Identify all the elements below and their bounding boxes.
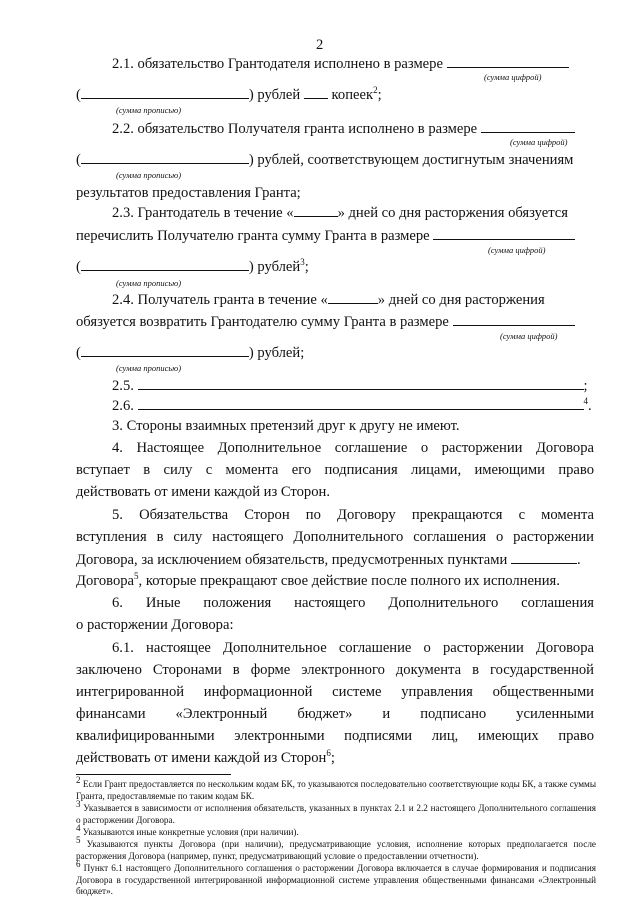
clause-6-line2: о расторжении Договора: <box>76 617 234 633</box>
free-text-blank <box>138 377 584 390</box>
clause-2-6 <box>112 397 592 415</box>
clause-2-4 <box>112 291 545 309</box>
footnote-text: Пункт 6.1 настоящего Дополнительного соглашения о расторжении Договора включается в случае формирования и подписания Договора в государственной интегрированной информационной системе управления общественными финансами «Электронный бюджет». <box>76 863 596 896</box>
clause-2-5-label: 2.5. <box>112 378 134 394</box>
clause-2-5 <box>112 377 588 395</box>
caption-sum-digits: (сумма цифрой) <box>510 137 568 147</box>
clause-4-line1: 4. Настоящее Дополнительное соглашение о расторжении Договора <box>112 440 594 456</box>
footnote-number: 5 <box>76 834 81 845</box>
footnote-ref-5: 5 <box>134 571 139 582</box>
clause-2-3-text-a: 2.3. Грантодатель в течение « <box>112 205 294 221</box>
clause-2-2-line3: результатов предоставления Гранта; <box>76 185 301 201</box>
footnote-2 <box>76 774 597 802</box>
clause-5-line4-text-a: Договора <box>76 573 135 589</box>
rubles-label: ) рублей <box>248 87 301 103</box>
clause-2-2-line2 <box>76 151 573 169</box>
kopeks-blank <box>304 86 328 99</box>
sum-digits-blank <box>453 313 575 326</box>
paren-open: ( <box>76 259 81 275</box>
clause-5-line3-text: Договора, за исключением обязательств, предусмотренных пунктами <box>76 552 508 568</box>
points-blank <box>511 551 577 564</box>
footnote-number: 4 <box>76 822 81 833</box>
sum-words-blank <box>81 258 249 271</box>
clause-2-3-line2-text: перечислить Получателю гранта сумму Гранта в размере <box>76 228 430 244</box>
paren-open: ( <box>76 152 81 168</box>
clause-2-1-line2 <box>76 86 382 104</box>
clause-2-3 <box>112 204 568 222</box>
sum-digits-blank <box>447 55 569 68</box>
footnote-ref-2: 2 <box>373 85 378 96</box>
caption-sum-words: (сумма прописью) <box>116 278 182 288</box>
caption-sum-words: (сумма прописью) <box>116 105 182 115</box>
sum-words-blank <box>81 151 249 164</box>
semicolon: ; <box>377 87 382 103</box>
footnote-6 <box>76 858 596 898</box>
sum-digits-blank <box>481 120 575 133</box>
clause-6-1-line6-text: действовать от имени каждой из Сторон <box>76 750 327 766</box>
clause-6-1-line5: квалифицированными электронными подписями лиц, имеющих право <box>76 728 594 744</box>
caption-sum-digits: (сумма цифрой) <box>484 72 542 82</box>
clause-2-4-line3 <box>76 344 304 362</box>
clause-2-2 <box>112 120 575 138</box>
caption-sum-digits: (сумма цифрой) <box>500 331 558 341</box>
clause-2-3-text-b: » дней со дня расторжения обязуется <box>337 205 568 221</box>
caption-sum-words: (сумма прописью) <box>116 170 182 180</box>
rubles-label: ) рублей; <box>248 345 305 361</box>
clause-6-line1: 6. Иные положения настоящего Дополнительного соглашения <box>112 595 594 611</box>
semicolon: ; <box>304 259 309 275</box>
footnote-ref-3: 3 <box>300 257 305 268</box>
clause-6-1-line1: 6.1. настоящее Дополнительное соглашение о расторжении Договора <box>112 640 594 656</box>
footnote-ref-6: 6 <box>326 748 331 759</box>
footnote-number: 6 <box>76 858 81 869</box>
semicolon: ; <box>330 750 335 766</box>
page-number: 2 <box>316 37 324 53</box>
footnote-number: 3 <box>76 798 81 809</box>
sum-words-blank <box>81 344 249 357</box>
sum-words-blank <box>81 86 249 99</box>
clause-4-line2: вступает в силу с момента его подписания лицами, имеющими право <box>76 462 594 478</box>
clause-5-line3: Договора, за исключением обязательств, предусмотренных пунктами . <box>76 552 581 568</box>
sum-digits-blank <box>433 227 575 240</box>
clause-2-2-text: 2.2. обязательство Получателя гранта исполнено в размере <box>112 121 478 137</box>
clause-5-line4-text-b: , которые прекращают свое действие после полного их исполнения. <box>138 573 560 589</box>
footnote-text: Указываются иные конкретные условия (при наличии). <box>82 827 299 837</box>
clause-2-4-text-a: 2.4. Получатель гранта в течение « <box>112 292 328 308</box>
clause-6-1-line6 <box>76 750 335 767</box>
free-text-blank <box>138 397 584 410</box>
clause-6-1-line3: интегрированной информационной системе управления общественными <box>76 684 594 700</box>
period: . <box>588 398 592 414</box>
footnote-text: Указывается в зависимости от исполнения обязательств, указанных в пунктах 2.1 и 2.2 настоящего Дополнительного соглашения о расторжении Договора. <box>76 803 596 825</box>
caption-sum-words: (сумма прописью) <box>116 363 182 373</box>
clause-2-2-line2-text: ) рублей, соответствующем достигнутым значениям <box>248 152 574 168</box>
clause-5-line2: вступления в силу настоящего Дополнительного соглашения о расторжении <box>76 529 594 545</box>
semicolon: ; <box>583 378 588 394</box>
clause-6-1-line4: финансами «Электронный бюджет» и подписано усиленными <box>76 706 594 722</box>
footnote-3 <box>76 798 596 826</box>
clause-2-4-line2 <box>76 313 575 331</box>
clause-2-3-line2 <box>76 227 575 245</box>
footnote-number: 2 <box>76 774 81 785</box>
clause-2-1 <box>112 55 569 73</box>
paren-open: ( <box>76 345 81 361</box>
clause-2-3-line3 <box>76 258 309 276</box>
footnote-4 <box>76 822 596 839</box>
clause-3: 3. Стороны взаимных претензий друг к другу не имеют. <box>112 418 460 434</box>
clause-2-4-line2-text: обязуется возвратить Грантодателю сумму Гранта в размере <box>76 314 449 330</box>
kopeks-label: копеек <box>331 87 374 103</box>
rubles-label: ) рублей <box>248 259 301 275</box>
clause-6-1-line2: заключено Сторонами в форме электронного документа в государственной <box>76 662 594 678</box>
clause-2-1-text: 2.1. обязательство Грантодателя исполнено в размере <box>112 56 443 72</box>
days-blank <box>294 204 338 217</box>
clause-4-line3: действовать от имени каждой из Сторон. <box>76 484 330 500</box>
days-blank <box>328 291 378 304</box>
footnote-separator <box>76 774 231 775</box>
footnote-text: Если Грант предоставляется по нескольким кодам БК, то указываются последовательно соответствующие коды БК, а также суммы Гранта, предоставляемые по таким кодам БК. <box>76 779 597 801</box>
footnote-text: Указываются пункты Договора (при наличии), предусматривающие условия, исполнение которых предполагается после расторжения Договора (например, пункт, предусматривающий условие о предоставлении отчетности). <box>76 839 596 861</box>
caption-sum-digits: (сумма цифрой) <box>488 245 546 255</box>
footnote-ref-4: 4 <box>583 396 589 407</box>
paren-open: ( <box>76 87 81 103</box>
clause-2-4-text-b: » дней со дня расторжения <box>377 292 545 308</box>
footnote-5 <box>76 834 596 862</box>
clause-5-line1: 5. Обязательства Сторон по Договору прекращаются с момента <box>112 507 594 523</box>
clause-5-line4 <box>76 573 560 590</box>
clause-2-6-label: 2.6. <box>112 398 134 414</box>
